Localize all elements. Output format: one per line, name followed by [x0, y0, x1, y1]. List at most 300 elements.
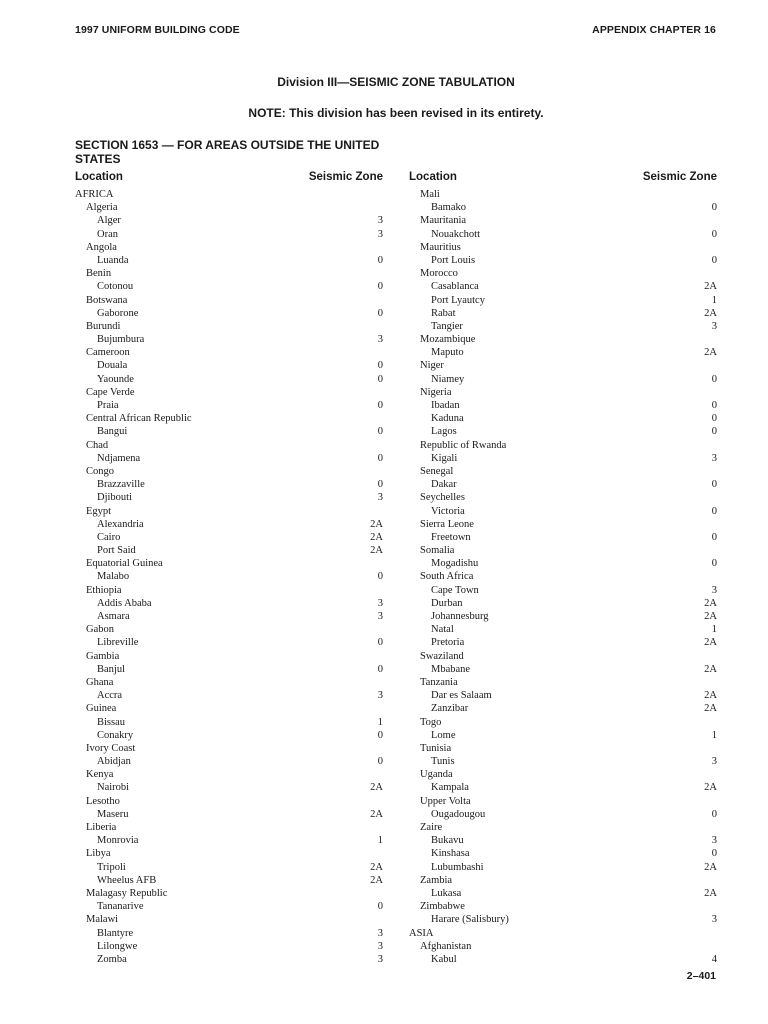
seismic-zone-value: 0 — [377, 452, 383, 464]
table-row — [75, 900, 383, 913]
table-row — [409, 228, 717, 241]
table-row — [409, 821, 717, 834]
table-row — [409, 927, 717, 940]
table-row — [409, 847, 717, 860]
location-name: Gambia — [86, 650, 120, 662]
table-row — [409, 953, 717, 966]
seismic-zone-value: 0 — [711, 413, 717, 425]
table-row — [409, 781, 717, 794]
table-column-left — [75, 171, 383, 966]
table-row — [75, 267, 383, 280]
table-row — [409, 254, 717, 267]
running-header-right: APPENDIX CHAPTER 16 — [592, 24, 716, 36]
table-row — [75, 755, 383, 768]
seismic-zone-value — [363, 241, 383, 254]
seismic-zone-value — [697, 359, 717, 372]
page-number: 2–401 — [686, 970, 716, 982]
table-row — [75, 280, 383, 293]
location-name: Ethiopia — [86, 584, 122, 596]
table-row — [75, 412, 383, 425]
location-name: Libya — [86, 848, 111, 860]
seismic-zone-value: 0 — [377, 571, 383, 583]
table-row — [409, 795, 717, 808]
location-name: Botswana — [86, 294, 128, 306]
seismic-zone-value: 2A — [704, 597, 717, 609]
seismic-zone-value — [363, 267, 383, 280]
location-name: Bujumbura — [97, 334, 145, 346]
table-row — [409, 505, 717, 518]
seismic-zone-value: 0 — [711, 479, 717, 491]
column-header — [409, 171, 717, 188]
table-row — [75, 768, 383, 781]
seismic-zone-value: 3 — [377, 228, 383, 240]
location-name: Natal — [431, 624, 454, 636]
location-name: Cameroon — [86, 347, 130, 359]
seismic-zone-value: 0 — [711, 505, 717, 517]
seismic-zone-header: Seismic Zone — [642, 171, 717, 183]
seismic-zone-value — [363, 768, 383, 781]
table-row — [75, 861, 383, 874]
table-row — [75, 834, 383, 847]
location-name: Cotonou — [97, 281, 134, 293]
location-list — [409, 188, 717, 966]
location-name: Mauritania — [420, 215, 467, 227]
location-name: Uganda — [420, 769, 453, 781]
seismic-zone-value — [697, 927, 717, 940]
location-name: Malagasy Republic — [86, 887, 168, 899]
seismic-zone-value: 1 — [377, 716, 383, 728]
location-name: Nairobi — [97, 782, 130, 794]
seismic-zone-value: 3 — [711, 320, 717, 332]
table-row — [75, 847, 383, 860]
location-name: Equatorial Guinea — [86, 558, 163, 570]
location-name: Morocco — [420, 268, 458, 280]
seismic-zone-value: 3 — [711, 584, 717, 596]
seismic-zone-value: 2A — [704, 887, 717, 899]
table-row — [409, 359, 717, 372]
seismic-zone-value — [697, 518, 717, 531]
location-name: ASIA — [409, 927, 434, 939]
seismic-zone-value: 0 — [711, 808, 717, 820]
location-name: Port Said — [97, 545, 136, 557]
seismic-zone-value — [697, 676, 717, 689]
table-row — [409, 623, 717, 636]
seismic-zone-value: 0 — [377, 637, 383, 649]
table-row — [409, 294, 717, 307]
location-name: Brazzaville — [97, 479, 145, 491]
seismic-zone-value — [363, 676, 383, 689]
location-name: Zaire — [420, 822, 443, 833]
location-name: Kampala — [431, 782, 469, 794]
location-name: Bukavu — [431, 835, 464, 847]
seismic-zone-value: 0 — [711, 531, 717, 543]
location-name: AFRICA — [75, 189, 114, 200]
table-row — [75, 716, 383, 729]
table-row — [409, 267, 717, 280]
table-row — [409, 716, 717, 729]
location-name: Victoria — [431, 505, 465, 517]
location-name: Monrovia — [97, 835, 139, 847]
location-name: Seychelles — [420, 492, 465, 504]
location-name: Ghana — [86, 676, 114, 688]
seismic-zone-value: 2A — [704, 861, 717, 873]
seismic-zone-value — [697, 333, 717, 346]
table-row — [409, 874, 717, 887]
location-name: Alger — [97, 215, 121, 227]
seismic-zone-value: 0 — [377, 281, 383, 293]
seismic-zone-value — [697, 900, 717, 913]
seismic-zone-value: 2A — [370, 545, 383, 557]
table-row — [409, 663, 717, 676]
table-row — [75, 927, 383, 940]
seismic-zone-value: 3 — [377, 492, 383, 504]
location-name: Wheelus AFB — [97, 874, 157, 886]
table-row — [75, 201, 383, 214]
seismic-zone-value: 4 — [711, 953, 717, 965]
table-row — [75, 346, 383, 359]
table-row — [409, 913, 717, 926]
seismic-zone-value: 2A — [704, 637, 717, 649]
location-name: Lubumbashi — [431, 861, 484, 873]
location-name: Tangier — [431, 320, 463, 332]
seismic-zone-value — [363, 650, 383, 663]
location-name: Mbabane — [431, 663, 471, 675]
seismic-zone-value: 2A — [704, 782, 717, 794]
location-name: South Africa — [420, 571, 474, 583]
seismic-zone-value: 2A — [370, 808, 383, 820]
location-name: Mali — [420, 189, 440, 200]
table-row — [75, 505, 383, 518]
location-name: Maputo — [431, 347, 464, 359]
seismic-zone-value: 0 — [377, 254, 383, 266]
location-name: Port Lyautcy — [431, 294, 485, 306]
table-row — [409, 320, 717, 333]
table-row — [75, 676, 383, 689]
seismic-zone-value: 2A — [370, 782, 383, 794]
location-name: Zanzibar — [431, 703, 469, 715]
seismic-zone-value: 2A — [704, 281, 717, 293]
location-name: Cairo — [97, 531, 121, 543]
location-name: Pretoria — [431, 637, 465, 649]
seismic-zone-value: 1 — [711, 729, 717, 741]
table-row — [75, 320, 383, 333]
seismic-zone-value — [363, 294, 383, 307]
location-name: Ibadan — [431, 400, 460, 411]
table-row — [75, 214, 383, 227]
table-row — [409, 478, 717, 491]
seismic-zone-value — [697, 570, 717, 583]
seismic-zone-header: Seismic Zone — [308, 171, 383, 183]
table-row — [409, 557, 717, 570]
table-row — [409, 346, 717, 359]
table-row — [75, 518, 383, 531]
table-row — [409, 702, 717, 715]
location-list — [75, 188, 383, 966]
seismic-zone-value — [697, 874, 717, 887]
location-name: Kinshasa — [431, 848, 470, 860]
table-row — [75, 781, 383, 794]
table-row — [409, 280, 717, 293]
table-row — [75, 254, 383, 267]
seismic-zone-value: 3 — [711, 756, 717, 768]
table-row — [75, 241, 383, 254]
seismic-zone-value — [697, 650, 717, 663]
seismic-zone-value: 2A — [704, 703, 717, 715]
seismic-zone-value: 2A — [370, 874, 383, 886]
table-row — [75, 729, 383, 742]
location-name: Sierra Leone — [420, 518, 474, 530]
location-name: Ivory Coast — [86, 742, 136, 754]
seismic-zone-value — [363, 439, 383, 452]
location-name: Mauritius — [420, 241, 461, 253]
seismic-zone-value — [697, 795, 717, 808]
location-name: Swaziland — [420, 650, 464, 662]
table-row — [409, 650, 717, 663]
seismic-zone-value: 1 — [377, 835, 383, 847]
table-row — [75, 689, 383, 702]
seismic-zone-value — [697, 465, 717, 478]
location-name: Asmara — [97, 611, 130, 622]
table-row — [409, 900, 717, 913]
table-row — [409, 452, 717, 465]
location-name: Chad — [86, 439, 109, 451]
table-row — [409, 808, 717, 821]
seismic-zone-value: 0 — [711, 228, 717, 240]
location-name: Oran — [97, 228, 118, 240]
table-row — [75, 663, 383, 676]
seismic-zone-value: 0 — [377, 901, 383, 913]
location-name: Mozambique — [420, 334, 476, 346]
table-row — [409, 333, 717, 346]
table-row — [409, 610, 717, 623]
seismic-zone-value: 0 — [711, 558, 717, 570]
table-row — [75, 294, 383, 307]
table-row — [75, 610, 383, 623]
table-row — [75, 940, 383, 953]
seismic-zone-value: 3 — [377, 334, 383, 346]
seismic-zone-value — [697, 439, 717, 452]
table-row — [75, 478, 383, 491]
location-name: Johannesburg — [431, 611, 489, 622]
table-row — [75, 228, 383, 241]
seismic-zone-value: 0 — [377, 663, 383, 675]
table-row — [409, 531, 717, 544]
location-name: Praia — [97, 400, 119, 411]
seismic-zone-value: 0 — [711, 400, 717, 411]
table-row — [409, 544, 717, 557]
seismic-zone-value: 1 — [711, 624, 717, 636]
seismic-zone-value: 0 — [711, 373, 717, 385]
table-row — [409, 570, 717, 583]
section-title: SECTION 1653 — FOR AREAS OUTSIDE THE UNITED STATES — [75, 138, 380, 166]
location-name: Yaounde — [97, 373, 134, 385]
location-name: Lagos — [431, 426, 457, 438]
location-name: Zimbabwe — [420, 901, 465, 913]
location-name: Rabat — [431, 307, 456, 319]
location-name: Liberia — [86, 822, 117, 833]
location-name: Lilongwe — [97, 940, 138, 952]
seismic-zone-value — [697, 214, 717, 227]
table-row — [75, 531, 383, 544]
table-row — [75, 465, 383, 478]
location-name: Angola — [86, 241, 117, 253]
table-row — [409, 399, 717, 412]
table-row — [75, 597, 383, 610]
seismic-zone-value: 0 — [377, 729, 383, 741]
location-name: Somalia — [420, 545, 455, 557]
table-row — [409, 834, 717, 847]
seismic-zone-value: 3 — [377, 927, 383, 939]
seismic-zone-value — [363, 386, 383, 399]
table-row — [75, 742, 383, 755]
location-name: Niger — [420, 360, 444, 372]
seismic-zone-value: 0 — [711, 254, 717, 266]
table-row — [409, 689, 717, 702]
location-name: Port Louis — [431, 254, 476, 266]
location-name: Harare (Salisbury) — [431, 914, 509, 926]
location-name: Lome — [431, 729, 456, 741]
location-name: Dakar — [431, 479, 457, 491]
seismic-zone-value: 3 — [377, 611, 383, 622]
location-name: Gabon — [86, 624, 114, 636]
location-name: Blantyre — [97, 927, 134, 939]
table-row — [409, 465, 717, 478]
seismic-zone-value — [363, 821, 383, 834]
table-row — [75, 333, 383, 346]
table-row — [75, 702, 383, 715]
seismic-zone-value: 3 — [377, 940, 383, 952]
seismic-zone-value — [363, 557, 383, 570]
location-name: Ougadougou — [431, 808, 486, 820]
seismic-zone-value — [697, 742, 717, 755]
seismic-zone-value: 3 — [377, 215, 383, 227]
location-name: Kigali — [431, 452, 458, 464]
table-row — [75, 808, 383, 821]
location-name: Bamako — [431, 202, 466, 214]
location-name: Congo — [86, 465, 115, 477]
location-name: Tanzania — [420, 676, 458, 688]
location-name: Republic of Rwanda — [420, 439, 507, 451]
seismic-zone-value — [697, 241, 717, 254]
location-name: Egypt — [86, 505, 112, 517]
location-name: Zambia — [420, 874, 453, 886]
table-row — [409, 742, 717, 755]
seismic-zone-value: 0 — [377, 400, 383, 411]
location-name: Benin — [86, 268, 112, 280]
location-name: Kaduna — [431, 413, 464, 425]
seismic-zone-value: 3 — [711, 452, 717, 464]
location-name: Luanda — [97, 254, 129, 266]
location-name: Central African Republic — [86, 413, 192, 425]
seismic-zone-value — [363, 412, 383, 425]
seismic-zone-value: 3 — [377, 953, 383, 965]
seismic-zone-value — [697, 940, 717, 953]
table-column-right — [409, 171, 717, 966]
seismic-zone-value: 2A — [704, 663, 717, 675]
seismic-zone-value: 2A — [704, 347, 717, 359]
location-name: Bangui — [97, 426, 128, 438]
seismic-zone-value — [363, 847, 383, 860]
table-row — [409, 755, 717, 768]
table-row — [75, 795, 383, 808]
seismic-zone-value: 2A — [704, 690, 717, 702]
location-name: Abidjan — [97, 756, 131, 768]
table-row — [409, 214, 717, 227]
table-row — [75, 953, 383, 966]
location-header: Location — [75, 171, 123, 183]
location-name: Malabo — [97, 571, 130, 583]
table-row — [75, 359, 383, 372]
location-name: Cape Town — [431, 584, 479, 596]
table-row — [75, 874, 383, 887]
table-row — [75, 399, 383, 412]
seismic-zone-value — [363, 201, 383, 214]
location-name: Niamey — [431, 373, 465, 385]
seismic-zone-value: 1 — [711, 294, 717, 306]
seismic-zone-value: 0 — [377, 373, 383, 385]
table-row — [75, 544, 383, 557]
location-name: Senegal — [420, 465, 454, 477]
location-name: Djibouti — [97, 492, 133, 504]
table-row — [409, 201, 717, 214]
location-name: Durban — [431, 597, 463, 609]
location-name: Addis Ababa — [97, 597, 152, 609]
table-row — [409, 636, 717, 649]
table-row — [409, 241, 717, 254]
seismic-zone-value: 2A — [704, 611, 717, 622]
location-name: Lukasa — [431, 887, 462, 899]
table-row — [75, 821, 383, 834]
seismic-zone-value: 0 — [377, 426, 383, 438]
table-row — [409, 861, 717, 874]
seismic-zone-value — [363, 623, 383, 636]
table-row — [75, 557, 383, 570]
table-row — [409, 940, 717, 953]
table-row — [75, 188, 383, 201]
seismic-zone-value: 0 — [711, 848, 717, 860]
table-row — [75, 425, 383, 438]
location-name: Bissau — [97, 716, 126, 728]
seismic-zone-value — [363, 584, 383, 597]
table-row — [409, 439, 717, 452]
seismic-zone-value — [363, 188, 383, 201]
seismic-zone-value — [697, 768, 717, 781]
table-row — [75, 439, 383, 452]
location-name: Casablanca — [431, 281, 479, 293]
location-name: Dar es Salaam — [431, 690, 492, 702]
table-row — [75, 386, 383, 399]
revision-note: NOTE: This division has been revised in its entirety. — [248, 106, 544, 120]
seismic-zone-value — [697, 267, 717, 280]
table-row — [75, 913, 383, 926]
location-name: Tunisia — [420, 742, 452, 754]
seismic-zone-value: 3 — [711, 835, 717, 847]
table-row — [409, 584, 717, 597]
location-name: Afghanistan — [420, 940, 472, 952]
seismic-zone-value — [363, 887, 383, 900]
table-row — [75, 307, 383, 320]
seismic-zone-value — [363, 702, 383, 715]
table-row — [75, 650, 383, 663]
seismic-zone-value — [363, 505, 383, 518]
table-row — [75, 887, 383, 900]
table-row — [409, 597, 717, 610]
seismic-zone-value: 0 — [377, 756, 383, 768]
column-header — [75, 171, 383, 188]
table-row — [409, 729, 717, 742]
table-row — [409, 386, 717, 399]
seismic-zone-value — [697, 491, 717, 504]
